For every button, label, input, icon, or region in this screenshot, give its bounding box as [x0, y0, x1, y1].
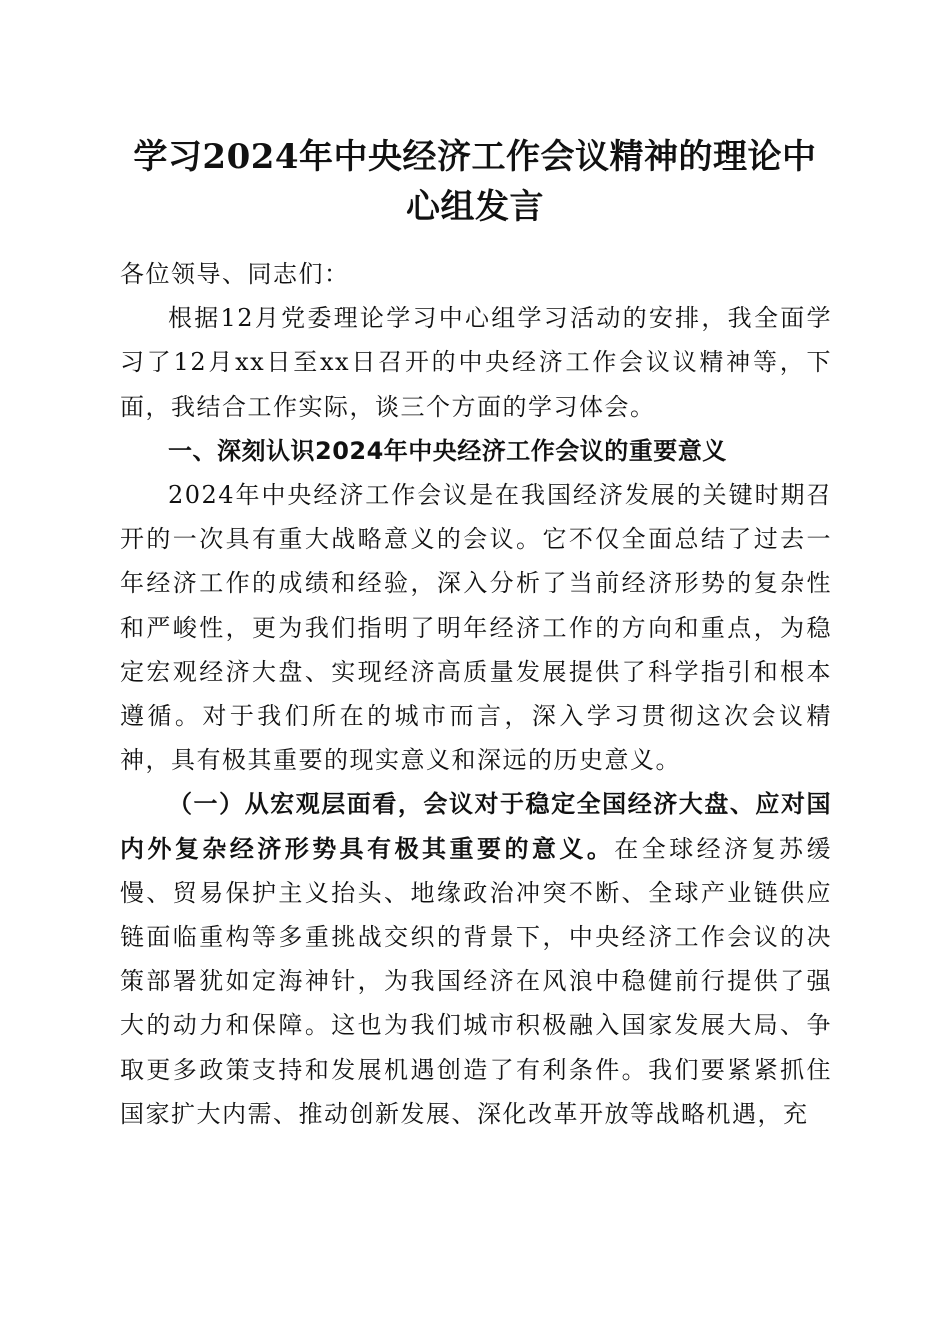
intro-paragraph: 根据12月党委理论学习中心组学习活动的安排，我全面学习了12月xx日至xx日召开的中央经济工作会议议精神等，下面，我结合工作实际，谈三个方面的学习体会。 — [120, 304, 832, 421]
title-line-1: 学习2024年中央经济工作会议精神的理论中 — [133, 137, 817, 177]
salutation: 各位领导、同志们： — [120, 260, 350, 288]
title-line-2: 心组发言 — [406, 187, 544, 227]
document-body — [120, 252, 832, 1136]
subsection-1-text: 在全球经济复苏缓慢、贸易保护主义抬头、地缘政治冲突不断、全球产业链供应链面临重构等多重挑战交织的背景下，中央经济工作会议的决策部署犹如定海神针，为我国经济在风浪中稳健前行提供了强大的动力和保障。这也为我们城市积极融入国家发展大局、争取更多政策支持和发展机遇创造了有利条件。我们要紧紧抓住国家扩大内需、推动创新发展、深化改革开放等战略机遇，充 — [120, 834, 833, 1128]
subsection-1-paragraph — [120, 782, 832, 1136]
section-1-paragraph: 2024年中央经济工作会议是在我国经济发展的关键时期召开的一次具有重大战略意义的会议。它不仅全面总结了过去一年经济工作的成绩和经验，深入分析了当前经济形势的复杂性和严峻性，更为我们指明了明年经济工作的方向和重点，为稳定宏观经济大盘、实现经济高质量发展提供了科学指引和根本遵循。对于我们所在的城市而言，深入学习贯彻这次会议精神，具有极其重要的现实意义和深远的历史意义。 — [120, 481, 832, 775]
subsection-1-lead: （一）从宏观层面看，会议对于稳定全国经济大盘、应对国内外复杂经济形势具有极其重要的意义。 — [120, 789, 832, 863]
document-title — [110, 132, 840, 232]
section-1-heading: 一、深刻认识2024年中央经济工作会议的重要意义 — [168, 436, 727, 465]
